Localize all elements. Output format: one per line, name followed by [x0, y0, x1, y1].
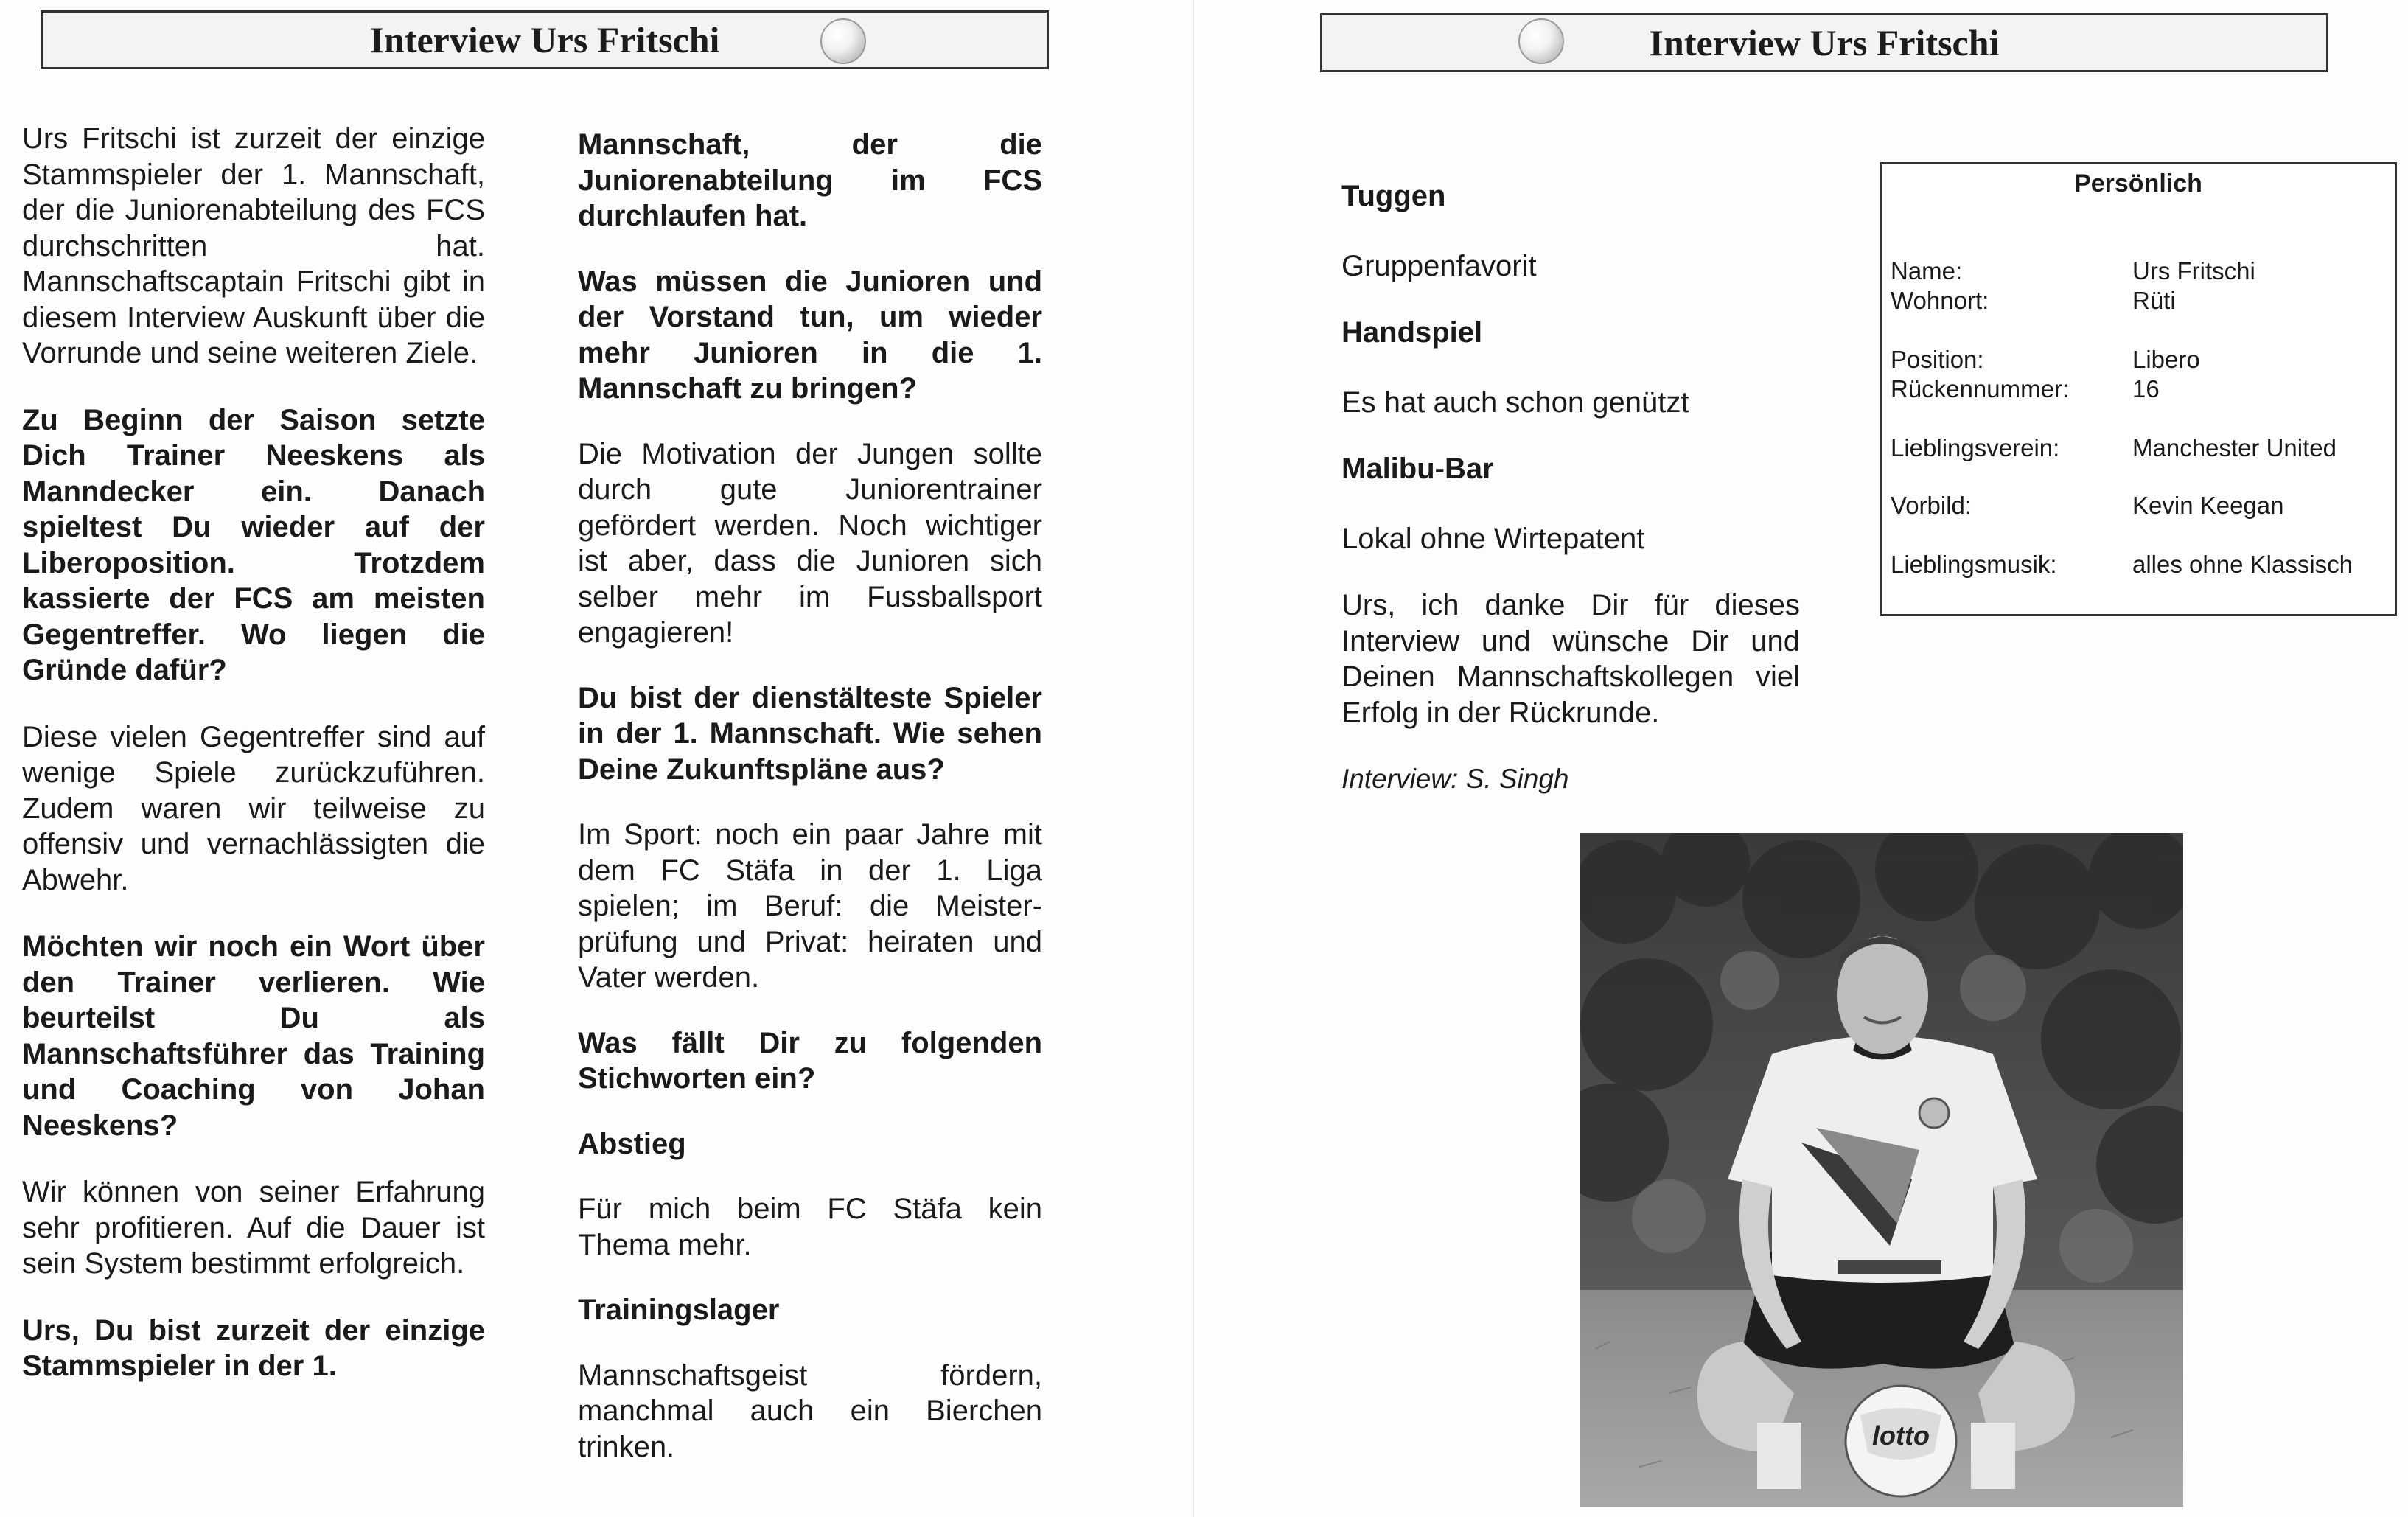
interview-credit: Interview: S. Singh — [1341, 764, 1569, 794]
keyword: Handspiel — [1341, 316, 1483, 349]
interview-question: Abstieg — [578, 1127, 686, 1160]
info-value: 16 — [2132, 375, 2160, 402]
info-label: Position: — [1891, 346, 1984, 373]
page-header-right — [1320, 13, 2328, 72]
info-label: Lieblingsverein: — [1891, 434, 2060, 461]
page-title: Interview Urs Fritschi — [369, 19, 720, 60]
info-value: Kevin Keegan — [2132, 492, 2284, 519]
player-photo — [1580, 833, 2183, 1507]
keyword: Tuggen — [1341, 180, 1446, 212]
interview-question: Du bist der dienstälteste Spieler in der 1. Mannschaft. Wie sehen Deine Zukunftspläne aus? — [578, 681, 1042, 786]
interview-answer: Wir können von seiner Erfahrung sehr profitieren. Auf die Dauer ist sein System bestimmt erfolgreich. — [22, 1176, 485, 1280]
keyword: Malibu-Bar — [1341, 453, 1494, 485]
interview-answer: Für mich beim FC Stäfa kein Thema mehr. — [578, 1193, 1042, 1261]
interview-answer: Im Sport: noch ein paar Jahre mit dem FC Stäfa in der 1. Liga spielen; im Beruf: die Meister-prüfung und Privat: heiraten und Vater werden. — [578, 818, 1042, 994]
article-column-2 — [578, 127, 1042, 1494]
interview-answer: Die Motivation der Jungen sollte durch gute Juniorentrainer gefördert werden. Noch wichtiger ist aber, dass die Junioren sich selber mehr im Fussballsport engagieren! — [578, 437, 1042, 649]
keyword-answer: Lokal ohne Wirtepatent — [1341, 522, 1645, 555]
left-page — [0, 0, 1194, 1517]
interview-question: Was fällt Dir zu folgenden Stichworten ein? — [578, 1026, 1042, 1095]
info-value: Manchester United — [2132, 434, 2337, 461]
info-box-title: Persönlich — [2074, 170, 2202, 198]
closing-paragraph: Urs, ich danke Dir für dieses Interview und wünsche Dir und Deinen Mannschaftskollegen viel Erfolg in der Rückrunde. — [1341, 589, 1800, 729]
interview-question: Möchten wir noch ein Wort über den Trainer verlieren. Wie beurteilst Du als Mannschaftsführer das Training und Coaching von Johan Neeskens? — [22, 930, 485, 1142]
info-value: Rüti — [2132, 287, 2176, 314]
article-column-3 — [1341, 178, 1800, 798]
interview-question: Trainingslager — [578, 1294, 780, 1326]
ball-ornament-icon — [820, 18, 866, 64]
info-label: Rückennummer: — [1891, 375, 2070, 402]
personal-info-box — [1880, 162, 2397, 616]
ball-ornament-icon — [1518, 18, 1564, 64]
keyword-answer: Es hat auch schon genützt — [1341, 386, 1689, 419]
interview-answer: Diese vielen Gegentreffer sind auf wenige Spiele zurückzuführen. Zudem waren wir teilweise zu offensiv und vernachlässigten die Abwehr. — [22, 720, 485, 896]
shirt-sponsor-text: DEGGO AG — [1853, 1249, 1927, 1263]
page-header — [41, 10, 1049, 69]
interview-answer: Mannschaftsgeist fördern, manchmal auch ein Bierchen trinken. — [578, 1359, 1042, 1463]
page-title-right: Interview Urs Fritschi — [1649, 22, 2000, 63]
interview-question: Was müssen die Junioren und der Vorstand tun, um wieder mehr Junioren in die 1. Mannschaft zu bringen? — [578, 265, 1042, 405]
info-label: Vorbild: — [1891, 492, 1972, 519]
info-value: alles ohne Klassisch — [2132, 551, 2353, 578]
info-label: Name: — [1891, 257, 1963, 285]
keyword-answer: Gruppenfavorit — [1341, 249, 1537, 282]
info-value: Urs Fritschi — [2132, 257, 2255, 285]
article-column-1 — [22, 121, 485, 1384]
interview-question: Urs, Du bist zurzeit der einzige Stammspieler in der 1. — [22, 1314, 485, 1382]
info-label: Lieblingsmusik: — [1891, 551, 2057, 578]
interview-answer: Urs Fritschi ist zurzeit der einzige Stammspieler der 1. Mannschaft, der die Juniorenabteilung des FCS durchschritten hat. Mannschaftscaptain Fritschi gibt in diesem Interview Auskunft über die Vorrunde und seine weiteren Ziele. — [22, 122, 485, 369]
interview-question: Mannschaft, der die Juniorenabteilung im FCS durchlaufen hat. — [578, 128, 1042, 232]
ball-brand-text: lotto — [1872, 1420, 1930, 1451]
interview-question: Zu Beginn der Saison setzte Dich Trainer Neeskens als Manndecker ein. Danach spieltest Du wieder auf der Liberoposition. Trotzdem kassierte der FCS am meisten Gegentreffer. Wo liegen die Gründe dafür? — [22, 403, 485, 686]
info-label: Wohnort: — [1891, 287, 1989, 314]
info-value: Libero — [2132, 346, 2200, 373]
